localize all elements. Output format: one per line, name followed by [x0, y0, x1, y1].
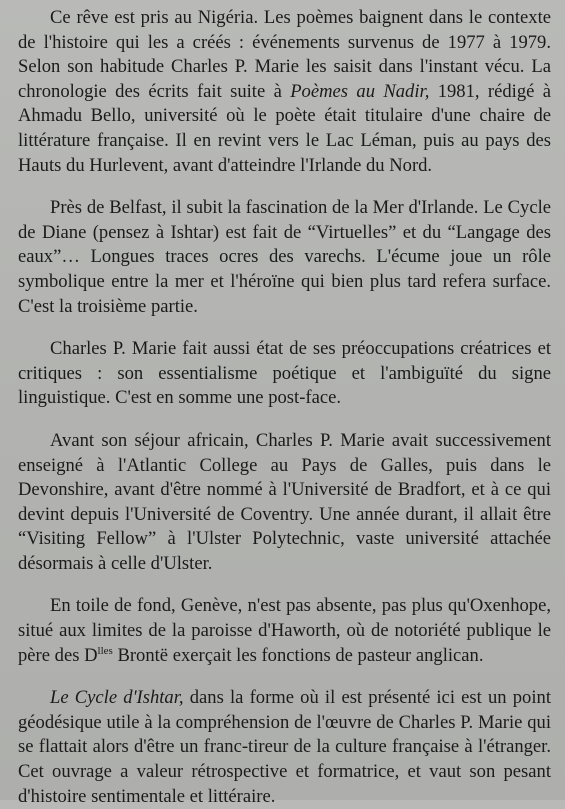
- paragraph-4: [18, 429, 551, 577]
- paragraph-1: [18, 6, 551, 178]
- paragraph-5: [18, 594, 551, 668]
- paragraph-6: [18, 686, 551, 809]
- text-run: Ce rêve est pris au Nigéria. Les poèmes baignent dans le contexte de l'histoire qui les a créés : événements survenus de 1977 à 1979. Selon son habitude Charles P. Marie les saisit dans l'instant vécu. La chronologie des écrits fait suite à: [18, 7, 551, 102]
- paragraph-3: [18, 337, 551, 411]
- text-run: Charles P. Marie fait aussi état de ses préoccupations créatrices et critiques : son essentialisme poétique et l'ambiguïté du signe linguistique. C'est en somme une post-face.: [18, 338, 551, 409]
- text-run: En toile de fond, Genève, n'est pas absente, pas plus qu'Oxenhope, situé aux limites de la paroisse d'Haworth, où de notoriété publique le père des D: [18, 595, 551, 666]
- paragraph-2: [18, 196, 551, 319]
- body-text: [18, 6, 551, 809]
- text-run: Près de Belfast, il subit la fascination de la Mer d'Irlande. Le Cycle de Diane (pensez à Ishtar) est fait de “Virtuelles” et du “Langage des eaux”… Longues traces ocres des varechs. L'écume joue un rôle symbolique entre la mer et l'héroïne qui bien plus tard refera surface. C'est la troisième partie.: [18, 197, 551, 317]
- text-run: 1981, rédigé à Ahmadu Bello, université où le poète était titulaire d'une chaire de littérature française. Il en revint vers le Lac Léman, puis au pays des Hauts du Hurlevent, avant d'atteindre l'Irlande du Nord.: [18, 80, 551, 176]
- book-title-poemes-au-nadir: Poèmes au Nadir,: [290, 80, 430, 102]
- text-run: Brontë exerçait les fonctions de pasteur anglican.: [112, 644, 484, 666]
- superscript-abbreviation: lles: [97, 644, 113, 657]
- text-run: dans la forme où il est présenté ici est un point géodésique utile à la compréhension de l'œuvre de Charles P. Marie qui se flattait alors d'être un franc-tireur de la culture française à l'étranger. Cet ouvrage a valeur rétrospective et formatrice, et vaut son pesant d'histoire sentimentale et littéraire.: [18, 687, 551, 807]
- book-title-le-cycle-d-ishtar: Le Cycle d'Ishtar,: [50, 687, 184, 709]
- text-run: Avant son séjour africain, Charles P. Marie avait successivement enseigné à l'Atlantic College au Pays de Galles, puis dans le Devonshire, avant d'être nommé à l'Université de Bradfort, et à ce qui devint depuis l'Université de Coventry. Une année durant, il allait être “Visiting Fellow” à l'Ulster Polytechnic, vaste université attachée désormais à celle d'Ulster.: [18, 429, 551, 574]
